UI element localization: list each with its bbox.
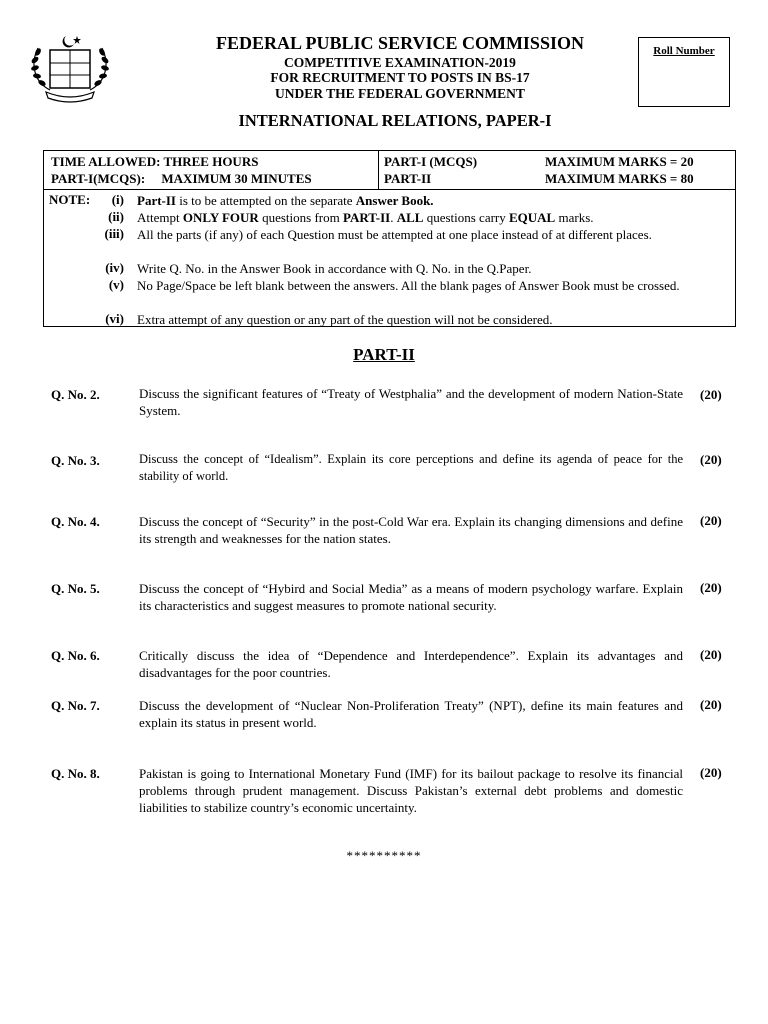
note-item: Part-II is to be attempted on the separate Answer Book. bbox=[137, 193, 434, 208]
roll-number-label: Roll Number bbox=[653, 45, 715, 57]
note-num: (v) bbox=[108, 277, 124, 292]
question-text: Discuss the significant features of “Treaty of Westphalia” and the development of modern Nation-State System. bbox=[139, 386, 683, 418]
question-marks: (20) bbox=[700, 387, 722, 402]
question-number: Q. No. 6. bbox=[51, 648, 100, 663]
note-num: (i) bbox=[111, 192, 124, 207]
note-num: (iv) bbox=[105, 260, 124, 275]
note-label: NOTE: bbox=[49, 192, 91, 207]
roll-number-box bbox=[638, 37, 730, 107]
note-item: All the parts (if any) of each Question must be attempted at one place instead of at different places. bbox=[137, 227, 652, 242]
max-marks-part2: MAXIMUM MARKS = 80 bbox=[545, 171, 694, 186]
question-text: Discuss the development of “Nuclear Non-Proliferation Treaty” (NPT), define its main features and explain its status in present world. bbox=[139, 698, 683, 730]
question-number: Q. No. 7. bbox=[51, 698, 100, 713]
part2-label: PART-II bbox=[384, 171, 432, 186]
part1-label: PART-I (MCQS) bbox=[384, 154, 478, 169]
question-marks: (20) bbox=[700, 452, 722, 467]
government-line: UNDER THE FEDERAL GOVERNMENT bbox=[275, 86, 525, 101]
note-num: (ii) bbox=[108, 209, 124, 224]
time-allowed: TIME ALLOWED: THREE HOURS bbox=[51, 154, 259, 169]
paper-title: INTERNATIONAL RELATIONS, PAPER-I bbox=[238, 111, 552, 130]
note-item: No Page/Space be left blank between the answers. All the blank pages of Answer Book must be crossed. bbox=[137, 278, 680, 293]
question-text: Discuss the concept of “Idealism”. Explain its core perceptions and define its agenda of peace for the stability of world. bbox=[139, 452, 683, 483]
recruitment-line: FOR RECRUITMENT TO POSTS IN BS-17 bbox=[270, 70, 530, 85]
fpsc-emblem-logo bbox=[20, 30, 120, 110]
question-text: Discuss the concept of “Hybird and Social Media” as a means of modern psychology warfare. Explain its characteristics and suggest measures to promote national security. bbox=[139, 581, 683, 613]
question-marks: (20) bbox=[700, 647, 722, 662]
question-number: Q. No. 2. bbox=[51, 387, 100, 402]
question-text: Discuss the concept of “Security” in the post-Cold War era. Explain its changing dimensions and define its strength and weaknesses for the nation states. bbox=[139, 514, 683, 546]
note-item: Extra attempt of any question or any part of the question will not be considered. bbox=[137, 312, 553, 327]
question-text: Critically discuss the idea of “Dependence and Interdependence”. Explain its advantages and disadvantages for the poor countries. bbox=[139, 648, 683, 680]
question-number: Q. No. 5. bbox=[51, 581, 100, 596]
max-marks-part1: MAXIMUM MARKS = 20 bbox=[545, 154, 694, 169]
mcqs-time: PART-I(MCQS): MAXIMUM 30 MINUTES bbox=[51, 171, 312, 186]
note-num: (iii) bbox=[104, 226, 124, 241]
question-marks: (20) bbox=[700, 765, 722, 780]
end-of-paper-mark: ********** bbox=[346, 848, 422, 863]
note-item: Attempt ONLY FOUR questions from PART-II. ALL questions carry EQUAL marks. bbox=[137, 210, 594, 225]
note-num: (vi) bbox=[105, 311, 124, 326]
note-item: Write Q. No. in the Answer Book in accordance with Q. No. in the Q.Paper. bbox=[137, 261, 532, 276]
question-marks: (20) bbox=[700, 580, 722, 595]
part-ii-title: PART-II bbox=[353, 345, 415, 364]
instructions-box bbox=[43, 189, 736, 327]
question-marks: (20) bbox=[700, 513, 722, 528]
question-number: Q. No. 8. bbox=[51, 766, 100, 781]
exam-title: COMPETITIVE EXAMINATION-2019 bbox=[284, 55, 516, 70]
question-text: Pakistan is going to International Monetary Fund (IMF) for its bailout package to resolve its financial problems through prudent management. Discuss Pakistan’s external debt problems and domestic liabilities to stabilize country’s economic uncertainty. bbox=[139, 766, 683, 815]
question-number: Q. No. 4. bbox=[51, 514, 100, 529]
question-marks: (20) bbox=[700, 697, 722, 712]
commission-title: FEDERAL PUBLIC SERVICE COMMISSION bbox=[216, 33, 584, 53]
time-marks-box bbox=[43, 150, 736, 190]
question-number: Q. No. 3. bbox=[51, 453, 100, 468]
